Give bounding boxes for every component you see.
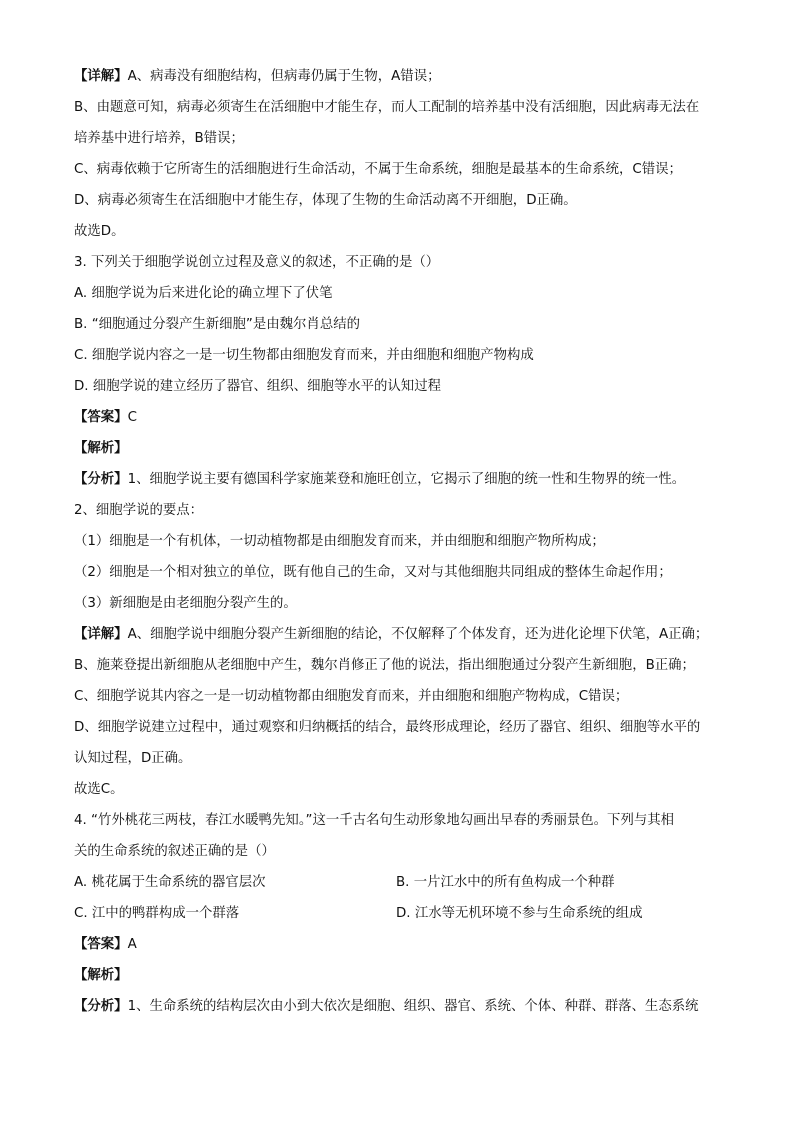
line-text: A. 细胞学说为后来进化论的确立埋下了伏笔	[74, 286, 333, 301]
line-text: 故选D。	[74, 224, 125, 239]
text-block-main	[74, 61, 724, 867]
text-line	[74, 712, 724, 743]
line-text: A、病毒没有细胞结构，但病毒仍属于生物，A错误；	[127, 69, 441, 84]
line-text: C. 细胞学说内容之一是一切生物都由细胞发育而来，并由细胞和细胞产物构成	[74, 348, 534, 363]
line-text: D、病毒必须寄生在活细胞中才能生存，体现了生物的生命活动离不开细胞，D正确。	[74, 193, 577, 208]
option-item: B. 一片江水中的所有鱼构成一个种群	[396, 875, 615, 890]
section-tag: 【详解】	[74, 69, 128, 84]
line-text: A、细胞学说中细胞分裂产生新细胞的结论，不仅解释了个体发育，还为进化论埋下伏笔，A正确；	[127, 627, 709, 642]
text-line	[74, 123, 724, 154]
text-line	[74, 650, 724, 681]
text-line	[74, 960, 724, 991]
option-row	[74, 867, 724, 898]
text-line	[74, 991, 724, 1022]
text-line	[74, 929, 724, 960]
text-line	[74, 495, 724, 526]
text-line	[74, 774, 724, 805]
section-tag: 【详解】	[74, 627, 128, 642]
text-line	[74, 433, 724, 464]
section-tag: 【答案】	[74, 410, 128, 425]
text-line	[74, 526, 724, 557]
line-text: B. “细胞通过分裂产生新细胞”是由魏尔肖总结的	[74, 317, 360, 332]
line-text: 1、细胞学说主要有德国科学家施莱登和施旺创立，它揭示了细胞的统一性和生物界的统一性。	[127, 472, 686, 487]
line-text: 故选C。	[74, 782, 124, 797]
text-line	[74, 185, 724, 216]
line-text: 2、细胞学说的要点：	[74, 503, 204, 518]
text-line	[74, 836, 724, 867]
line-text: 认知过程，D正确。	[74, 751, 192, 766]
text-line	[74, 464, 724, 495]
option-row	[74, 898, 724, 929]
section-tag: 【解析】	[74, 968, 128, 983]
text-line	[74, 371, 724, 402]
line-text: 3. 下列关于细胞学说创立过程及意义的叙述，不正确的是（）	[74, 255, 440, 270]
option-item: A. 桃花属于生命系统的器官层次	[74, 875, 266, 890]
option-item: D. 江水等无机环境不参与生命系统的组成	[396, 906, 643, 921]
text-line	[74, 154, 724, 185]
text-line	[74, 402, 724, 433]
text-line	[74, 588, 724, 619]
line-text: （1）细胞是一个有机体，一切动植物都是由细胞发育而来，并由细胞和细胞产物所构成；	[74, 534, 605, 549]
document-page	[74, 61, 724, 1022]
text-line	[74, 681, 724, 712]
text-line	[74, 278, 724, 309]
section-tag: 【答案】	[74, 937, 128, 952]
line-text: D、细胞学说建立过程中，通过观察和归纳概括的结合，最终形成理论，经历了器官、组织、细胞等水平的	[74, 720, 701, 735]
text-line	[74, 805, 724, 836]
text-line	[74, 743, 724, 774]
line-text: D. 细胞学说的建立经历了器官、组织、细胞等水平的认知过程	[74, 379, 441, 394]
line-text: 4. “竹外桃花三两枝，春江水暖鸭先知。”这一千古名句生动形象地勾画出早春的秀丽景色。下列与其相	[74, 813, 675, 828]
section-tag: 【分析】	[74, 999, 128, 1014]
text-line	[74, 309, 724, 340]
line-text: C、细胞学说其内容之一是一切动植物都由细胞发育而来，并由细胞和细胞产物构成，C错误；	[74, 689, 629, 704]
line-text: A	[127, 937, 137, 952]
line-text: B、由题意可知，病毒必须寄生在活细胞中才能生存，而人工配制的培养基中没有活细胞，因此病毒无法在	[74, 100, 700, 115]
option-item: C. 江中的鸭群构成一个群落	[74, 906, 240, 921]
line-text: 1、生命系统的结构层次由小到大依次是细胞、组织、器官、系统、个体、种群、群落、生态系统	[127, 999, 699, 1014]
text-line	[74, 340, 724, 371]
section-tag: 【分析】	[74, 472, 128, 487]
line-text: 关的生命系统的叙述正确的是（）	[74, 844, 275, 859]
question-4-options	[74, 867, 724, 929]
line-text: 培养基中进行培养，B错误；	[74, 131, 244, 146]
text-line	[74, 61, 724, 92]
line-text: C、病毒依赖于它所寄生的活细胞进行生命活动，不属于生命系统，细胞是最基本的生命系统，C错误；	[74, 162, 682, 177]
line-text: B、施莱登提出新细胞从老细胞中产生，魏尔肖修正了他的说法，指出细胞通过分裂产生新细胞，B正确；	[74, 658, 695, 673]
text-line	[74, 557, 724, 588]
line-text: （3）新细胞是由老细胞分裂产生的。	[74, 596, 297, 611]
text-line	[74, 619, 724, 650]
text-block-tail	[74, 929, 724, 1022]
text-line	[74, 247, 724, 278]
text-line	[74, 92, 724, 123]
section-tag: 【解析】	[74, 441, 128, 456]
line-text: （2）细胞是一个相对独立的单位，既有他自己的生命，又对与其他细胞共同组成的整体生命起作用；	[74, 565, 672, 580]
text-line	[74, 216, 724, 247]
line-text: C	[127, 410, 137, 425]
